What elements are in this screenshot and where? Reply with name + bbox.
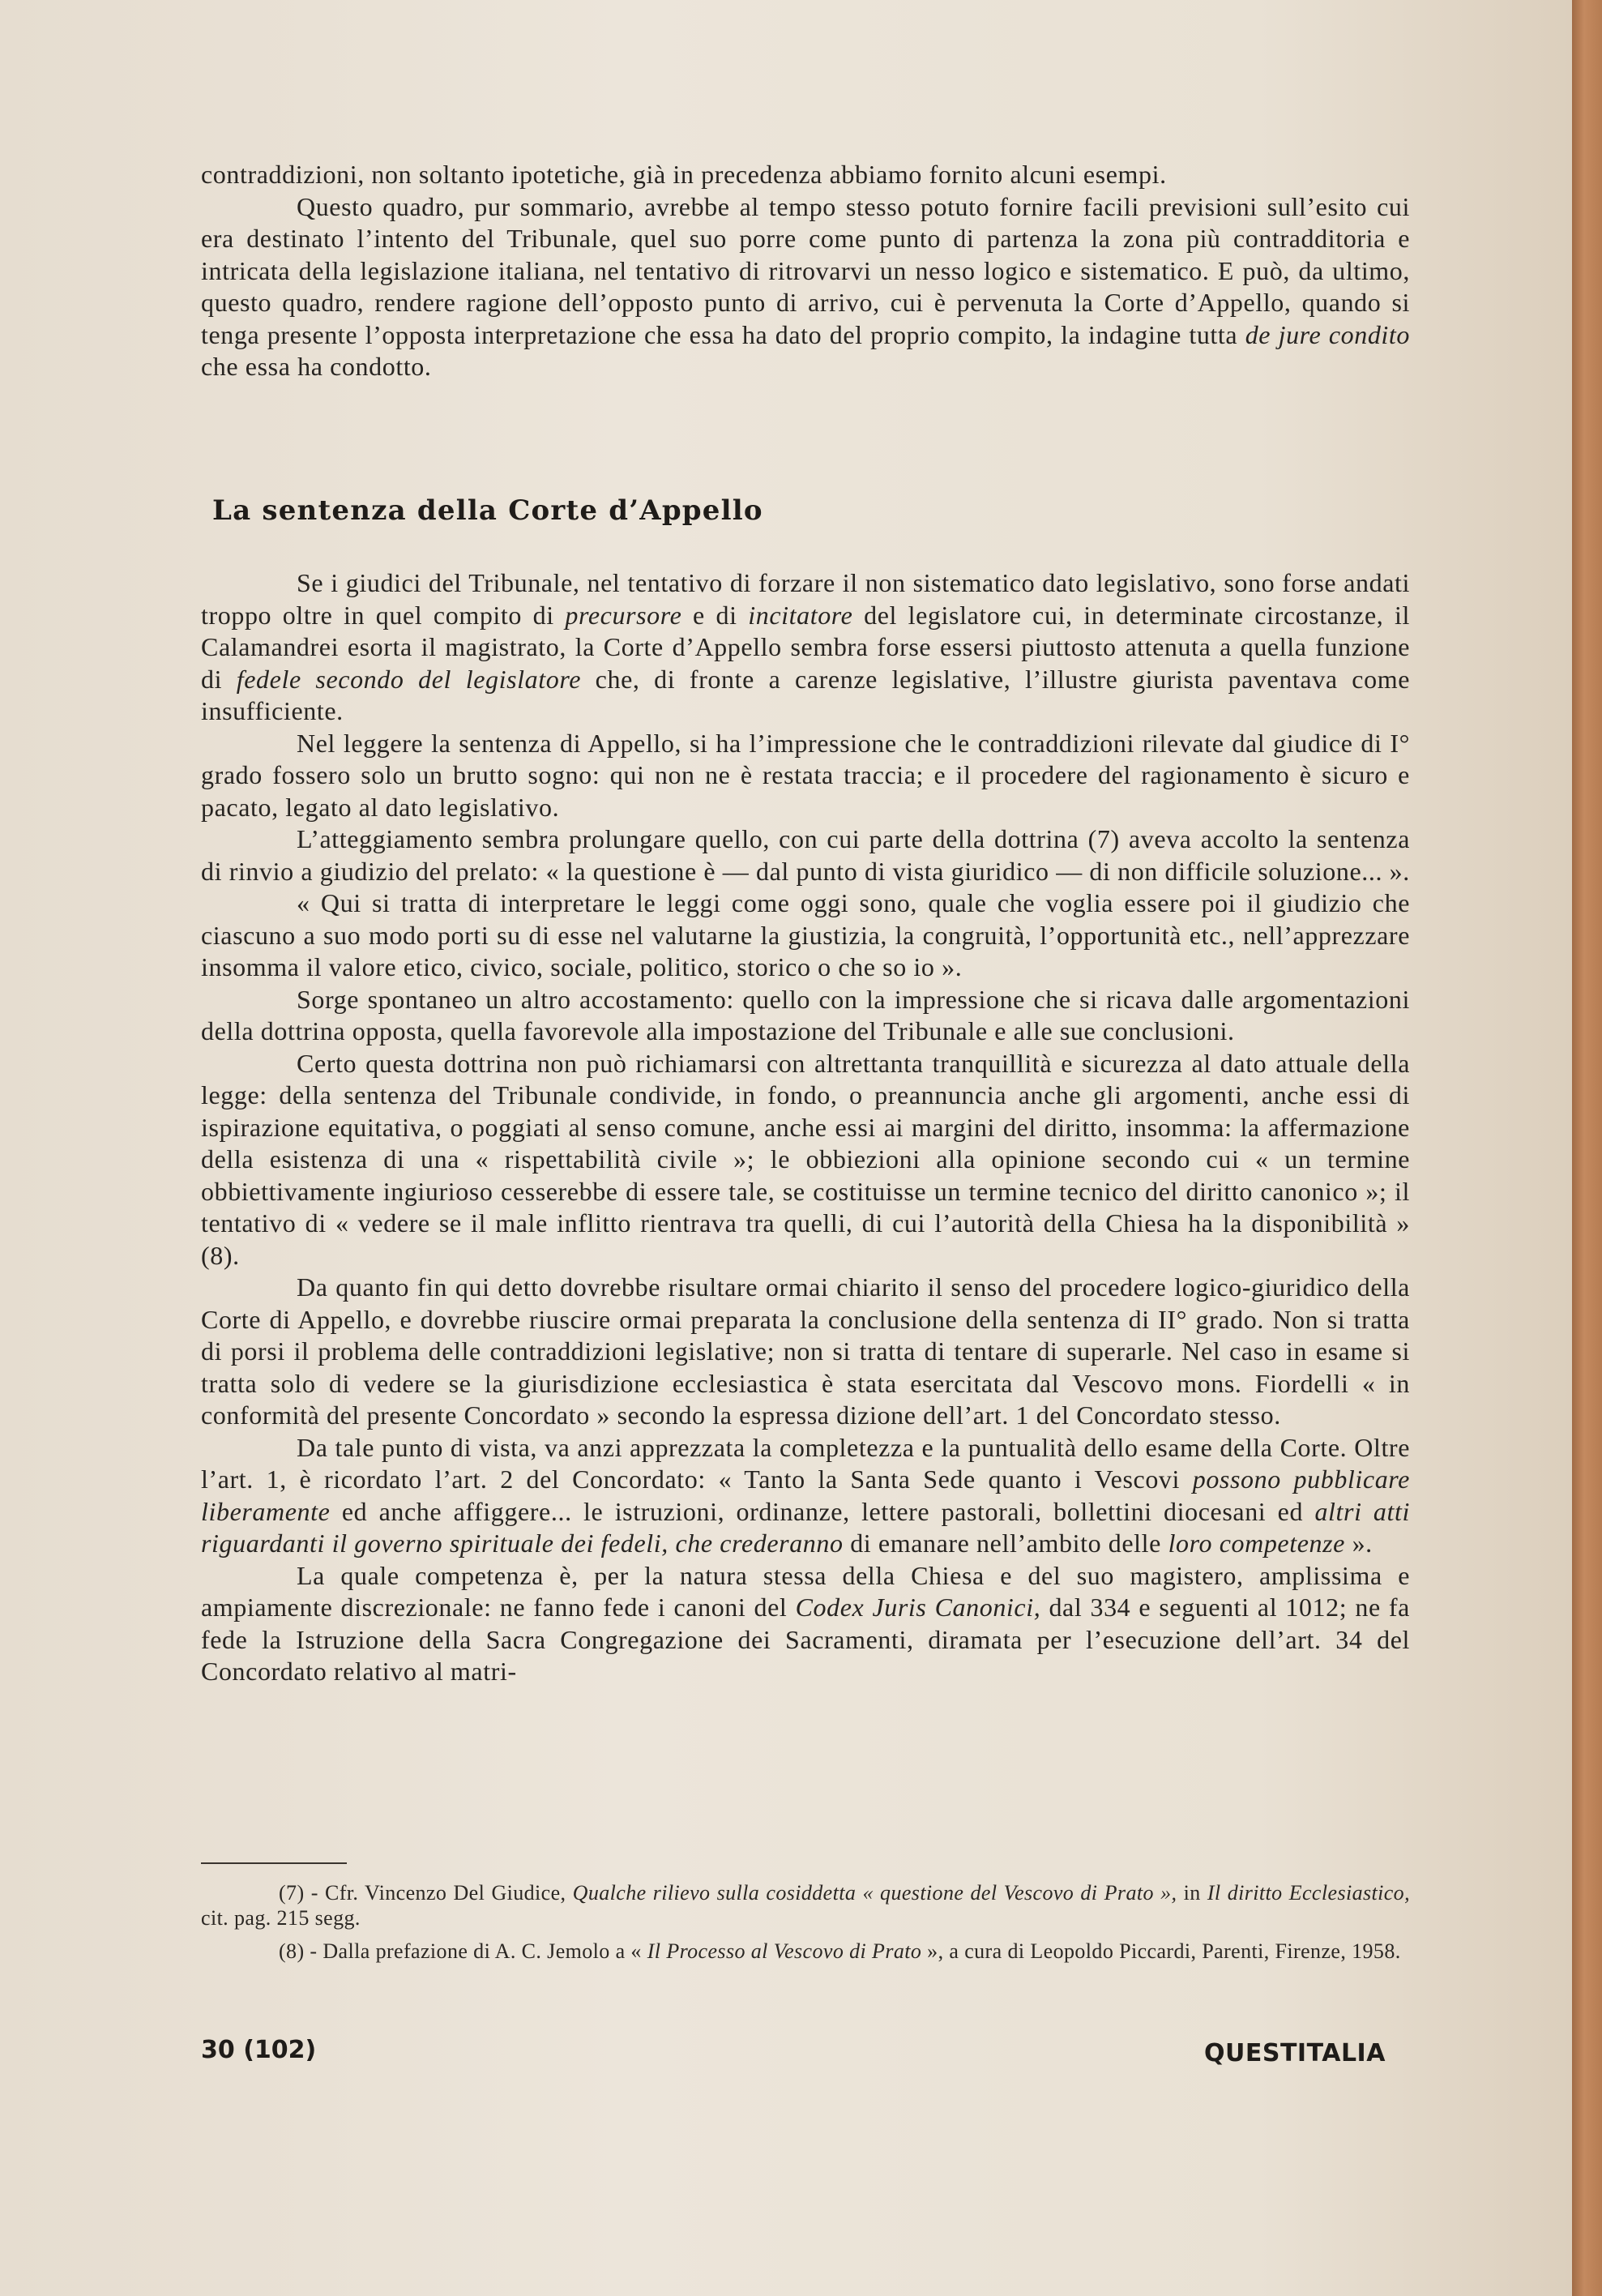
page-number: 30 (102) — [201, 2036, 317, 2064]
journal-name: QUESTITALIA — [1204, 2039, 1386, 2067]
paragraph: L’atteggiamento sembra prolungare quello, con cui parte della dottrina (7) aveva accolto la sentenza di rinvio a giudizio del prelato: « la questione è — dal punto di vista giuridico — di non difficile soluzione... ». — [201, 824, 1410, 886]
paragraph: Questo quadro, pur sommario, avrebbe al tempo stesso potuto fornire facili previsioni sull’esito cui era destinato l’intento del Tribunale, quel suo porre come punto di partenza la zona più contradditoria e intricata della legislazione italiana, nel tentativo di ritrovarvi un nesso logico e sistematico. E può, da ultimo, questo quadro, rendere ragione dell’opposto punto di arrivo, cui è pervenuta la Corte d’Appello, quando si tenga presente l’opposta interpretazione che essa ha dato del proprio compito, la indagine tutta de jure condito che essa ha condotto. — [201, 191, 1411, 381]
paragraph: Certo questa dottrina non può richiamarsi con altrettanta tranquillità e sicurezza al dato attuale della legge: della sentenza del Tribunale condivide, in fondo, o preannuncia anche gli argomenti, anche essi di ispirazione equitativa, o poggiati al senso comune, anche essi ai margini del diritto, insomma: la affermazione della esistenza di una « rispettabilità civile »; le obbiezioni alla opinione secondo cui « un termine obbiettivamente ingiurioso cesserebbe di essere tale, se costituisse un termine tecnico del diritto canonico »; il tentativo di « vedere se il male inflitto rientrava tra quelli, di cui l’autorità della Chiesa ha la disponibilità » (8). — [201, 1048, 1410, 1270]
paragraph: « Qui si tratta di interpretare le leggi come oggi sono, quale che voglia essere poi il giudizio che ciascuno a suo modo porti su di esse nel valutarne la giustizia, la congruità, l’opportunità etc., nell’apprezzare insomma il valore etico, civico, sociale, politico, storico o che so io ». — [201, 888, 1410, 981]
footnotes — [201, 1880, 1410, 1972]
footnote-divider — [201, 1862, 347, 1864]
paragraph: Sorge spontaneo un altro accostamento: quello con la impressione che si ricava dalle argomentazioni della dottrina opposta, quella favorevole alla impostazione del Tribunale e alle sue conclusioni. — [201, 984, 1410, 1045]
footnote-7: (7) - Cfr. Vincenzo Del Giudice, Qualche rilievo sulla cosiddetta « questione del Vescovo di Prato », in Il diritto Ecclesiastico, cit. pag. 215 segg. — [201, 1881, 1410, 1930]
paragraph: Da tale punto di vista, va anzi apprezzata la completezza e la puntualità dello esame della Corte. Oltre l’art. 1, è ricordato l’art. 2 del Concordato: « Tanto la Santa Sede quanto i Vescovi possono pubblicare liberamente ed anche affiggere... le istruzioni, ordinanze, lettere pastorali, bollettini diocesani ed altri atti riguardanti il governo spirituale dei fedeli, che crederanno di emanare nell’ambito delle loro competenze ». — [201, 1432, 1411, 1558]
book-edge — [1572, 0, 1602, 2296]
section-body — [201, 567, 1410, 1688]
paragraph: Nel leggere la sentenza di Appello, si ha l’impressione che le contraddizioni rilevate dal giudice di I° grado fossero solo un brutto sogno: qui non ne è restata traccia; e il procedere del ragionamento è sicuro e pacato, legato al dato legislativo. — [201, 728, 1410, 822]
footnote-8: (8) - Dalla prefazione di A. C. Jemolo a « Il Processo al Vescovo di Prato », a cura di Leopoldo Piccardi, Parenti, Firenze, 1958. — [279, 1939, 1401, 1963]
paragraph: La quale competenza è, per la natura stessa della Chiesa e del suo magistero, amplissima e ampiamente discrezionale: ne fanno fede i canoni del Codex Juris Canonici, dal 334 e seguenti al 1012; ne fa fede la Istruzione della Sacra Congregazione dei Sacramenti, diramata per l’esecuzione dell’art. 34 del Concordato relativo al matri- — [201, 1560, 1410, 1686]
continuation-text — [201, 159, 1410, 383]
paragraph: contraddizioni, non soltanto ipotetiche, già in precedenza abbiamo fornito alcuni esempi. — [201, 160, 1167, 189]
paragraph: Da quanto fin qui detto dovrebbe risultare ormai chiarito il senso del procedere logico-giuridico della Corte di Appello, e dovrebbe riuscire ormai preparata la conclusione della sentenza di II° grado. Non si tratta di porsi il problema delle contraddizioni legislative; non si tratta di tentare di superarle. Nel caso in esame si tratta solo di vedere se la giurisdizione ecclesiastica è stata esercitata dal Vescovo mons. Fiordelli « in conformità del presente Concordato » secondo la espressa dizione dell’art. 1 del Concordato stesso. — [201, 1272, 1410, 1430]
paragraph: Se i giudici del Tribunale, nel tentativo di forzare il non sistematico dato legislativo, sono forse andati troppo oltre in quel compito di precursore e di incitatore del legislatore cui, in determinate circostanze, il Calamandrei esorta il magistrato, la Corte d’Appello sembra forse essersi piuttosto attenuta a quella funzione di fedele secondo del legislatore che, di fronte a carenze legislative, l’illustre giurista paventava come insufficiente. — [201, 568, 1411, 725]
section-title: La sentenza della Corte d’Appello — [212, 494, 763, 527]
